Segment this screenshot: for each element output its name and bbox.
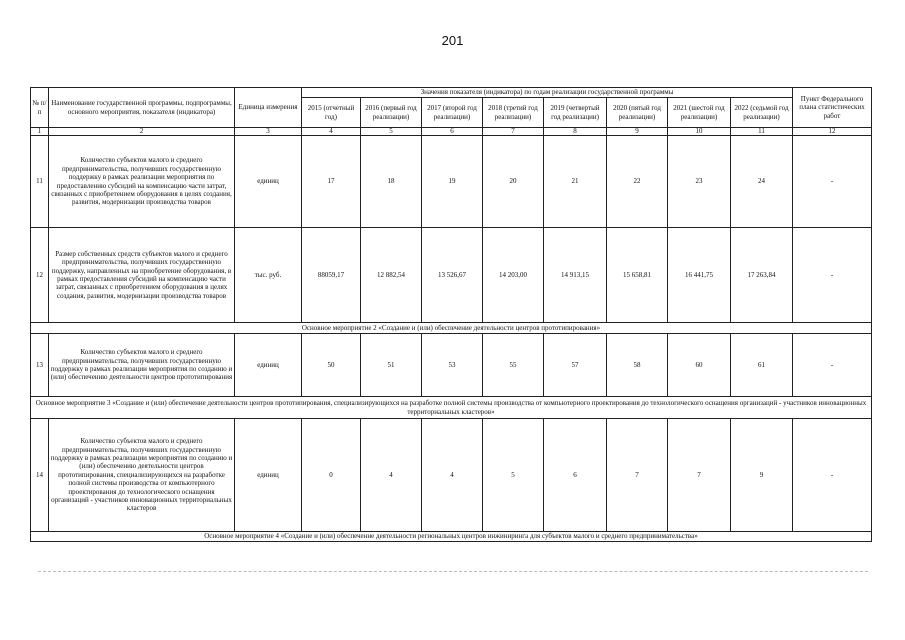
column-number: 12 [793, 128, 872, 136]
header-year-2017: 2017 (второй год реализации) [422, 98, 483, 128]
value-2021: 7 [668, 419, 731, 532]
section-row [31, 397, 872, 419]
table-row [31, 334, 872, 397]
column-number: 6 [422, 128, 483, 136]
indicator-name: Количество субъектов малого и среднего предпринимательства, получивших государственную поддержку в рамках реализации мероприятия по предоставлению субсидий на компенсацию части затрат, связанных с приобретением оборудования в целях создания, развития, модернизации производства товаров [49, 136, 235, 228]
indicator-unit: единиц [235, 136, 302, 228]
indicators-table [30, 87, 872, 542]
section-row [31, 532, 872, 542]
value-2015: 88059,17 [302, 228, 361, 323]
value-2020: 58 [607, 334, 668, 397]
indicator-unit: единиц [235, 334, 302, 397]
value-2019: 57 [544, 334, 607, 397]
section-row [31, 323, 872, 334]
value-2018: 14 203,00 [483, 228, 544, 323]
header-year-2015: 2015 (отчетный год) [302, 98, 361, 128]
header-unit: Единица измерения [235, 88, 302, 128]
value-2019: 14 913,15 [544, 228, 607, 323]
indicator-name: Количество субъектов малого и среднего предпринимательства, получивших государственную поддержку в рамках реализации мероприятия по созданию и (или) обеспечению деятельности центров прототипирования [49, 334, 235, 397]
value-2020: 15 658,81 [607, 228, 668, 323]
indicator-unit: тыс. руб. [235, 228, 302, 323]
page-number: 201 [441, 33, 464, 48]
value-2022: 24 [731, 136, 793, 228]
column-number: 11 [731, 128, 793, 136]
row-number: 12 [31, 228, 49, 323]
row-number: 13 [31, 334, 49, 397]
indicator-unit: единиц [235, 419, 302, 532]
column-number: 2 [49, 128, 235, 136]
table-row [31, 228, 872, 323]
row-number: 14 [31, 419, 49, 532]
indicator-name: Размер собственных средств субъектов малого и среднего предпринимательства, получивших государственную поддержку, направленных на приобретение оборудования, в рамках предоставления субсидий на компенсацию части затрат, связанных с приобретением оборудования в целях создания, развития, модернизации производства товаров [49, 228, 235, 323]
value-2022: 17 263,84 [731, 228, 793, 323]
value-2015: 0 [302, 419, 361, 532]
value-2018: 5 [483, 419, 544, 532]
header-no: № п/п [31, 88, 49, 128]
table-row [31, 136, 872, 228]
value-2016: 4 [361, 419, 422, 532]
value-2018: 55 [483, 334, 544, 397]
value-2016: 18 [361, 136, 422, 228]
column-number: 4 [302, 128, 361, 136]
column-number: 3 [235, 128, 302, 136]
value-2017: 4 [422, 419, 483, 532]
value-2020: 22 [607, 136, 668, 228]
row-number: 11 [31, 136, 49, 228]
section-heading: Основное мероприятие 3 «Создание и (или) обеспечение деятельности центров прототипирования, специализирующихся на разработке полной системы производства от компьютерного проектирования до технологического оснащения организаций - участников инновационных территориальных кластеров» [31, 397, 872, 419]
column-number: 1 [31, 128, 49, 136]
column-number: 8 [544, 128, 607, 136]
header-year-2016: 2016 (первый год реализации) [361, 98, 422, 128]
plan-item: - [793, 419, 872, 532]
section-heading: Основное мероприятие 4 «Создание и (или) обеспечение деятельности региональных центров инжиниринга для субъектов малого и среднего предпринимательства» [31, 532, 872, 542]
value-2017: 53 [422, 334, 483, 397]
header-name: Наименование государственной программы, подпрограммы, основного мероприятия, показателя (индикатора) [49, 88, 235, 128]
header-values-group: Значения показателя (индикатора) по годам реализации государственной программы [302, 88, 793, 98]
table-row [31, 419, 872, 532]
value-2019: 6 [544, 419, 607, 532]
value-2020: 7 [607, 419, 668, 532]
header-year-2020: 2020 (пятый год реализации) [607, 98, 668, 128]
value-2016: 51 [361, 334, 422, 397]
value-2019: 21 [544, 136, 607, 228]
section-heading: Основное мероприятие 2 «Создание и (или) обеспечение деятельности центров прототипирования» [31, 323, 872, 334]
value-2018: 20 [483, 136, 544, 228]
value-2017: 13 526,67 [422, 228, 483, 323]
header-year-2018: 2018 (третий год реализации) [483, 98, 544, 128]
value-2022: 9 [731, 419, 793, 532]
header-plan: Пункт Федерального плана статистических работ [793, 88, 872, 128]
plan-item: - [793, 136, 872, 228]
plan-item: - [793, 228, 872, 323]
column-number: 5 [361, 128, 422, 136]
value-2015: 17 [302, 136, 361, 228]
value-2016: 12 882,54 [361, 228, 422, 323]
plan-item: - [793, 334, 872, 397]
value-2017: 19 [422, 136, 483, 228]
column-number: 10 [668, 128, 731, 136]
column-number: 7 [483, 128, 544, 136]
value-2015: 50 [302, 334, 361, 397]
value-2021: 16 441,75 [668, 228, 731, 323]
value-2022: 61 [731, 334, 793, 397]
header-year-2019: 2019 (четвертый год реализации) [544, 98, 607, 128]
column-numbers-row [31, 128, 872, 136]
value-2021: 60 [668, 334, 731, 397]
column-number: 9 [607, 128, 668, 136]
value-2021: 23 [668, 136, 731, 228]
header-year-2021: 2021 (шестой год реализации) [668, 98, 731, 128]
indicator-name: Количество субъектов малого и среднего предпринимательства, получивших государственную поддержку в рамках реализации мероприятия по созданию и (или) обеспечению деятельности центров прототипирования, специализирующихся на разработке полной системы производства от компьютерного проектирования до технологического оснащения организаций - участников инновационных территориальных кластеров [49, 419, 235, 532]
header-year-2022: 2022 (седьмой год реализации) [731, 98, 793, 128]
scan-divider [38, 571, 868, 572]
header-row-top [31, 88, 872, 98]
